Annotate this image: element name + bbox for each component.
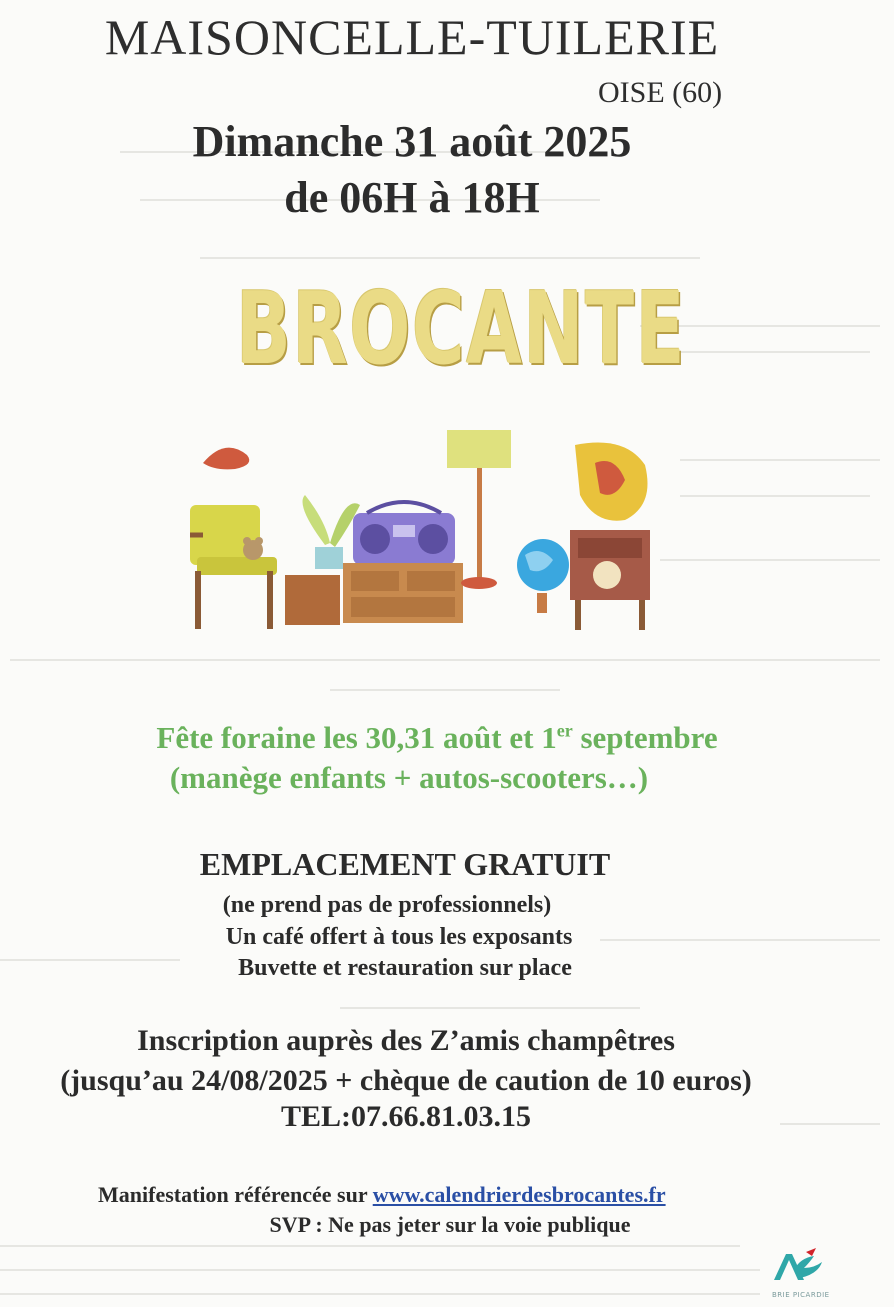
fair-line-1-text: Fête foraine les 30,31 août et 1 xyxy=(156,720,557,755)
event-hours: de 06H à 18H xyxy=(284,173,540,222)
fair-line-2: (manège enfants + autos-scooters…) xyxy=(169,760,649,795)
litter-notice: SVP : Ne pas jeter sur la voie publique xyxy=(269,1212,631,1237)
referenced-on xyxy=(98,1182,666,1208)
buvette-note: Buvette et restauration sur place xyxy=(238,955,572,981)
referenced-label: Manifestation référencée sur xyxy=(98,1182,373,1207)
sponsor-caption: BRIE PICARDIE xyxy=(772,1291,830,1299)
department: OISE (60) xyxy=(598,76,723,109)
town-name: MAISONCELLE-TUILERIE xyxy=(104,9,720,65)
credit-agricole-logo-icon xyxy=(770,1248,830,1290)
fair-line-1-sup: er xyxy=(556,720,573,741)
registration-deadline: (jusqu’au 24/08/2025 + chèque de caution de 10 euros) xyxy=(60,1064,752,1097)
coffee-note: Un café offert à tous les exposants xyxy=(225,924,573,950)
fair-line-1-end: septembre xyxy=(572,720,718,755)
event-title: BROCANTE xyxy=(236,270,687,387)
website-link[interactable]: www.calendrierdesbrocantes.fr xyxy=(372,1182,666,1207)
free-spot-heading: EMPLACEMENT GRATUIT xyxy=(199,846,611,882)
no-professionals-note: (ne prend pas de professionnels) xyxy=(222,892,552,918)
event-date: Dimanche 31 août 2025 xyxy=(192,117,632,166)
phone-number: TEL:07.66.81.03.15 xyxy=(280,1100,532,1133)
fair-line-1 xyxy=(0,720,884,756)
vintage-items-illustration xyxy=(185,425,655,640)
registration-line: Inscription auprès des Z’amis champêtres xyxy=(137,1024,675,1057)
